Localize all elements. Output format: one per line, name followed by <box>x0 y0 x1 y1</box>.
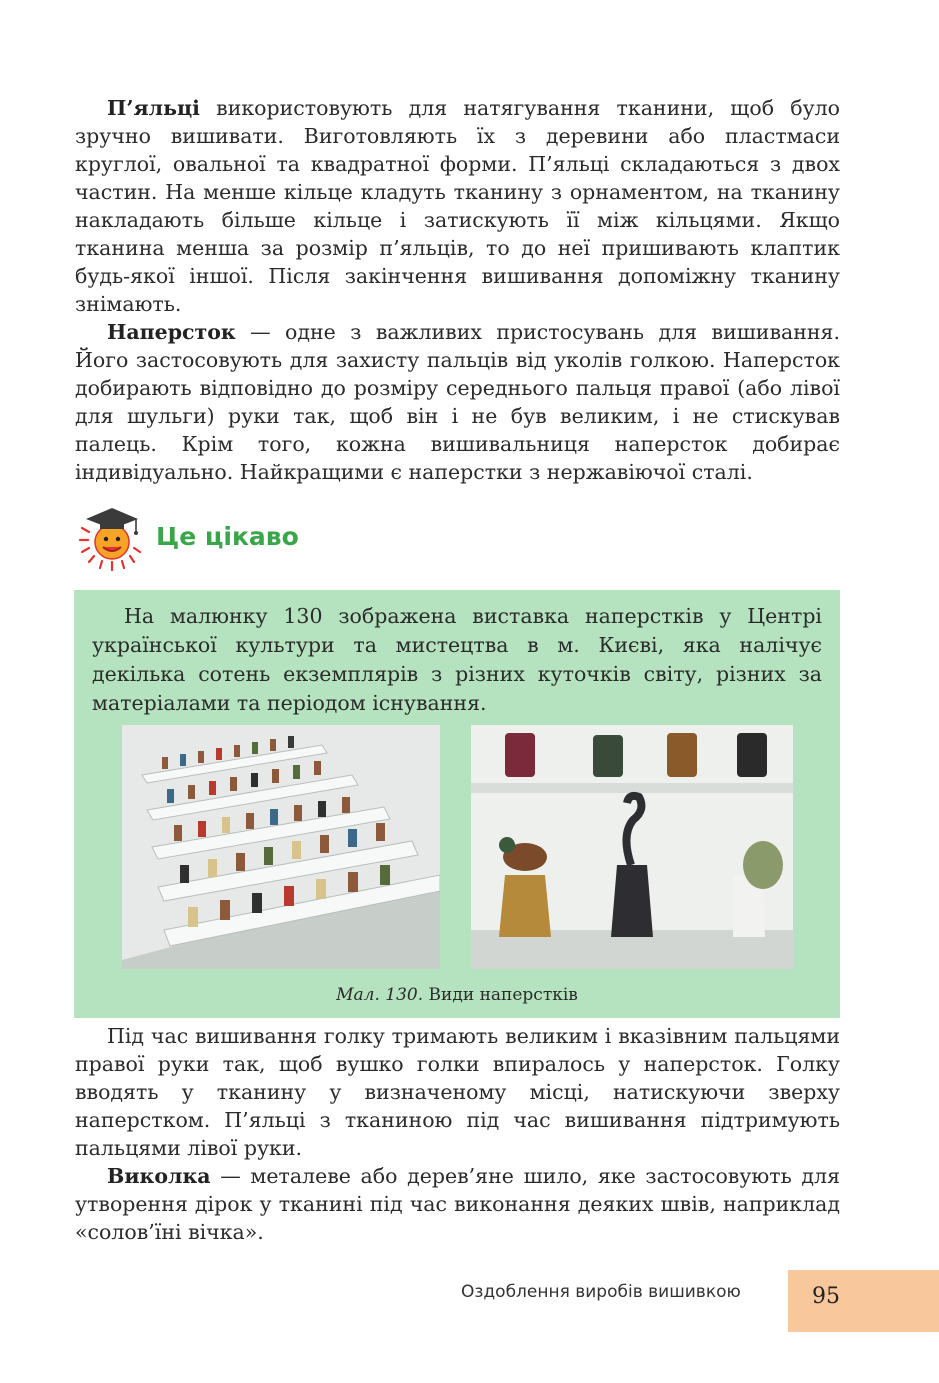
term-thimble: Наперсток <box>107 320 236 344</box>
thimble-shelves-illustration <box>122 725 440 969</box>
thimble-exhibit-photo-2 <box>471 725 793 969</box>
thimble-exhibit-photo-1 <box>122 725 440 969</box>
page-number: 95 <box>812 1284 840 1309</box>
paragraph-needle-holding <box>75 1022 840 1162</box>
paragraph-text: — металеве або дерев’яне шило, яке застосовують для утворення дірок у тканині під час виконання деяких швів, наприклад «солов’їні вічка». <box>75 1164 840 1244</box>
interest-text: На малюнку 130 зображена виставка наперстків у Центрі української культури та мистецтва в м. Києві, яка налічує декілька сотень екземплярів з різних куточків світу, різних за матеріалами та періодом існування. <box>92 604 822 715</box>
page-number-tab <box>788 1270 939 1332</box>
interest-title: Це цікаво <box>156 522 299 551</box>
caption-label: Мал. 130. <box>336 985 424 1005</box>
sun-graduate-icon <box>72 500 150 578</box>
interest-header <box>72 500 472 580</box>
paragraph-text: — одне з важливих пристосувань для вишивання. Його застосовують для захисту пальців від уколів голкою. Наперсток добирають відповідно до розміру середнього пальця правої (або лівої для шульги) руки так, щоб він і не був великим, і не стискував палець. Крім того, кожна вишивальниця наперсток добирає індивідуально. Найкращими є наперстки з нержавіючої сталі. <box>75 320 840 484</box>
thimble-closeup-illustration <box>471 725 793 969</box>
footer-section-title: Оздоблення виробів вишивкою <box>461 1282 741 1302</box>
paragraph-text: використовують для натягування тканини, щоб було зручно вишивати. Виготовляють їх з деревини або пластмаси круглої, овальної та квадратної форми. П’яльці складаються з двох частин. На менше кільце кладуть тканину з орнаментом, на тканину накладають більше кільце і затискують її між кільцями. Якщо тканина менша за розмір п’яльців, то до неї пришивають клаптик будь-якої іншої. Після закінчення вишивання допоміжну тканину знімають. <box>75 96 840 316</box>
paragraph-hoops <box>75 94 840 318</box>
caption-text: Види наперстків <box>423 985 578 1005</box>
paragraph-text: Під час вишивання голку тримають великим і вказівним пальцями правої руки так, щоб вушко голки впиралось у наперсток. Голку вводять у тканину у визначеному місці, натискуючи зверху наперстком. П’яльці з тканиною під час вишивання підтримують пальцями лівої руки. <box>75 1024 840 1160</box>
term-awl: Виколка <box>107 1164 211 1188</box>
paragraph-thimble <box>75 318 840 486</box>
paragraph-awl <box>75 1162 840 1246</box>
term-hoops: П’яльці <box>107 96 200 120</box>
interest-box <box>74 590 840 1018</box>
figure-caption <box>74 985 840 1005</box>
